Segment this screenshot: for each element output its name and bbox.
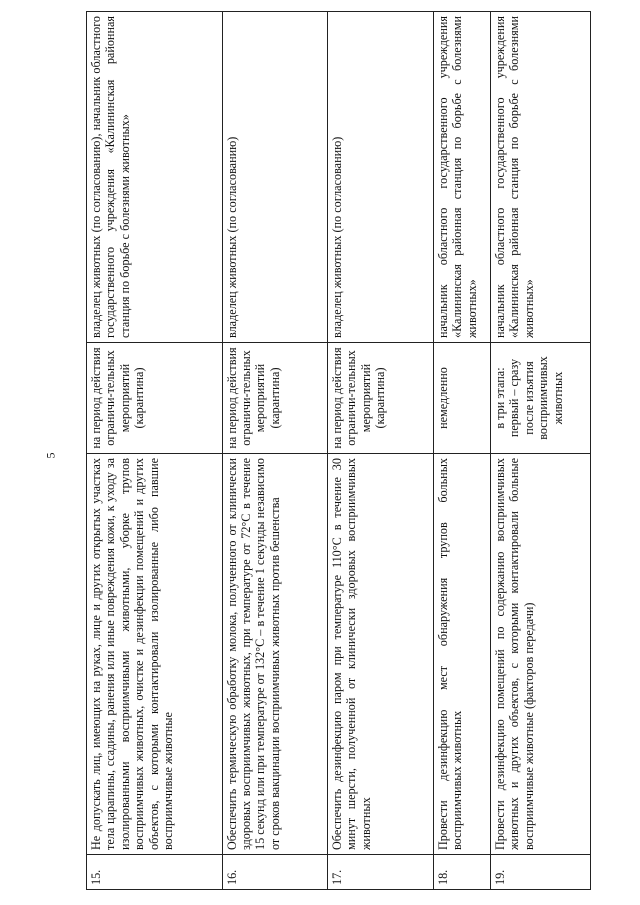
table-row [433,12,490,890]
action-cell: Обеспечить дезинфекцию паром при температуре 110°С в течение 30 минут шерсти, полученной от клинически здоровых восприимчивых животных [327,454,433,855]
table-row [222,12,327,890]
row-number: 16. [222,855,327,890]
action-cell: Обеспечить термическую обработку молока, полученного от клинически здоровых восприимчивых животных, при температуре от 72°С в течение 15 секунд или при температуре от 132°С – в течение 1 секунды независимо от сроков вакцинации восприимчивых животных против бешенства [222,454,327,855]
table-row [490,12,590,890]
table-row [87,12,223,890]
row-number: 18. [433,855,490,890]
term-cell: немедленно [433,343,490,454]
term-cell: на период действия ограничи-тельных мероприятий (карантина) [222,343,327,454]
rotated-table [86,18,591,890]
row-number: 19. [490,855,590,890]
responsible-cell: начальник областного государственного учреждения «Калининская районная станция по борьбе с болезнями животных» [433,12,490,343]
term-cell: в три этапа: первый – сразу после изъятия восприимчивых животных [490,343,590,454]
measures-table [86,11,591,890]
page-number: 5 [43,452,58,459]
document-table-container [86,18,591,890]
action-cell: Провести дезинфекцию помещений по содержанию восприимчивых животных и других объектов, с которыми контактировали больные восприимчивые животные (факторов передачи) [490,454,590,855]
term-cell: на период действия ограничи-тельных мероприятий (карантина) [87,343,223,454]
responsible-cell: владелец животных (по согласованию) [222,12,327,343]
action-cell: Провести дезинфекцию мест обнаружения трупов больных восприимчивых животных [433,454,490,855]
term-cell: на период действия ограничи-тельных мероприятий (карантина) [327,343,433,454]
responsible-cell: владелец животных (по согласованию) [327,12,433,343]
responsible-cell: владелец животных (по согласованию), начальник областного государственного учреждения «Калининская районная станция по борьбе с болезнями животных» [87,12,223,343]
action-cell: Не допускать лиц, имеющих на руках, лице и других открытых участках тела царапины, ссадины, ранения или иные повреждения кожи, к уходу за изолированными восприимчивыми животными, уборке трупов восприимчивых животных, очистке и дезинфекции помещений и других объектов, с которыми контактировали изолированные либо павшие восприимчивые животные [87,454,223,855]
responsible-cell: начальник областного государственного учреждения «Калининская районная станция по борьбе с болезнями животных» [490,12,590,343]
table-row [327,12,433,890]
row-number: 17. [327,855,433,890]
row-number: 15. [87,855,223,890]
